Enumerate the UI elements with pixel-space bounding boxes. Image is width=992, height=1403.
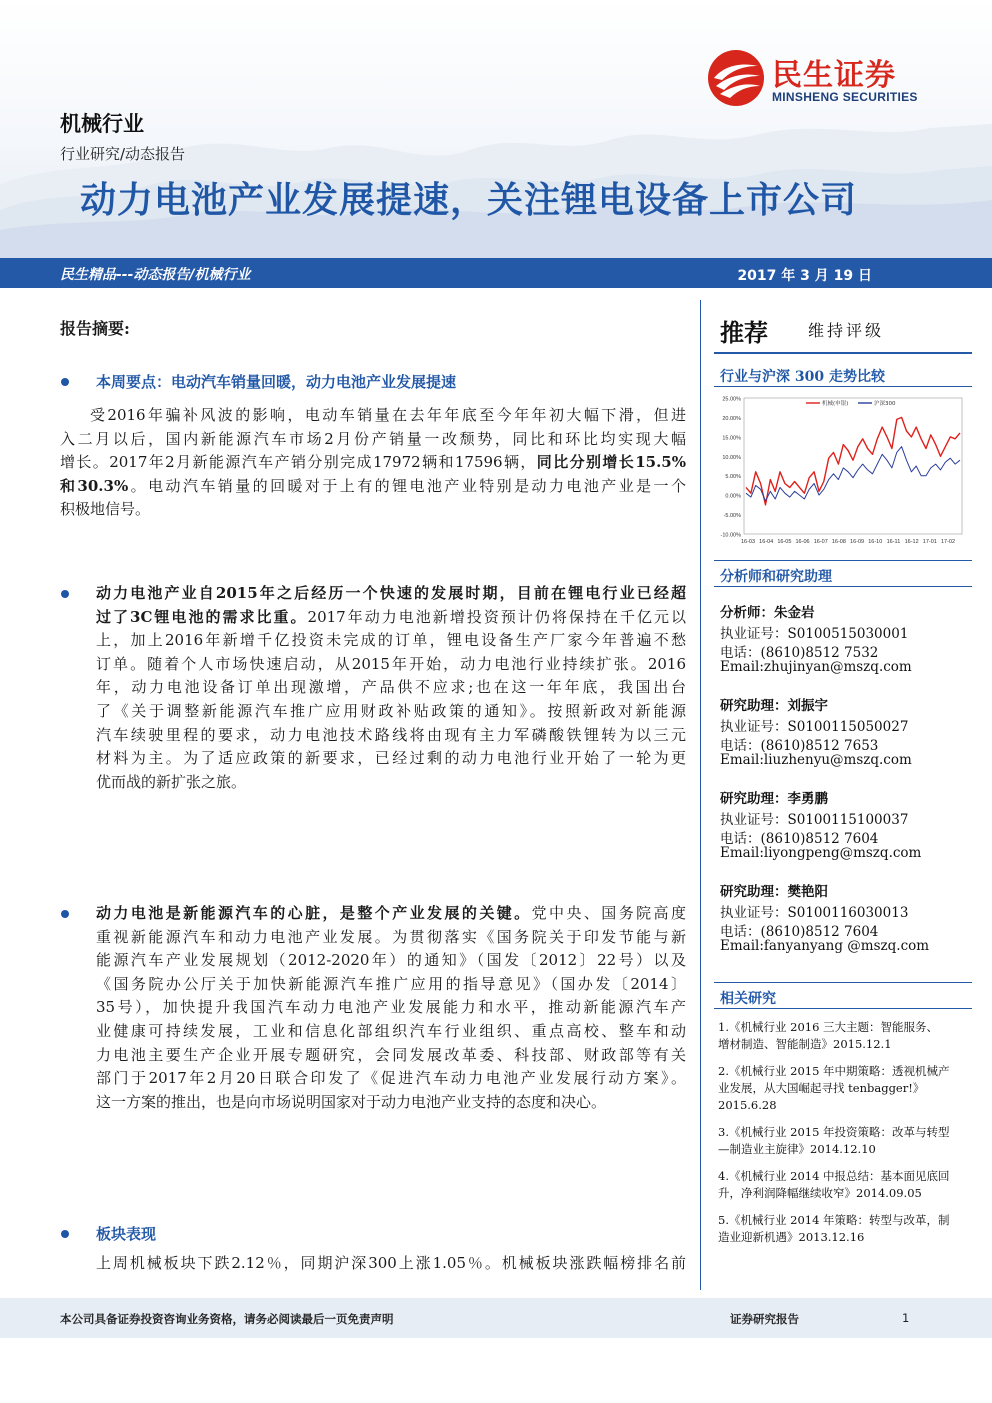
chart-x-tick-label: 16-12: [904, 539, 919, 545]
analyst-name: 研究助理：李勇鹏: [720, 791, 828, 807]
minsheng-logo-mark-icon: [706, 48, 766, 108]
analyst-email[interactable]: Email:liyongpeng@mszq.com: [720, 845, 922, 861]
logo-chinese-name: 民生证券: [772, 58, 896, 93]
chart-x-tick-label: 16-03: [740, 539, 756, 545]
chart-x-tick-label: 16-06: [795, 539, 810, 545]
paragraph-line: [60, 902, 686, 926]
analyst-phone: 电话：(8610)8512 7532: [720, 645, 879, 661]
text-run: 增长。2017年2月新能源汽车产销分别完成17972辆和17596辆，: [60, 453, 537, 472]
chart-x-tick-label: 16-04: [759, 539, 774, 545]
header-banner: [0, 0, 992, 258]
paragraph-line: 部门于2017年2月20日联合印发了《促进汽车动力电池产业发展行动方案》。: [96, 1069, 686, 1088]
related-report-item[interactable]: [718, 1063, 974, 1114]
analyst-phone: 电话：(8610)8512 7604: [720, 831, 879, 847]
chart-x-tick-label: 16-10: [868, 539, 883, 545]
chart-legend-label: 沪深300: [874, 401, 896, 407]
related-report-line: 1.《机械行业 2016 三大主题：智能服务、: [718, 1020, 939, 1034]
paragraph-line: [60, 606, 686, 630]
industry-label: 机械行业: [60, 112, 144, 136]
text-run: 2017年动力电池新增投资预计仍将保持在千亿元以: [307, 607, 686, 626]
paragraph-weekly-points: [60, 404, 686, 522]
paragraph-line: 上，加上2016年新增千亿投资未完成的订单，锂电设备生产厂家今年普遍不愁: [96, 631, 686, 650]
analyst-name: 研究助理：刘振宇: [720, 698, 828, 714]
paragraph-line: [60, 451, 686, 475]
related-report-line: —制造业主旋律》2014.12.10: [718, 1142, 876, 1156]
text-run: 。电动汽车销量的回暖对于上有的锂电池产业特别是动力电池产业是一个: [128, 476, 686, 495]
chart-x-tick-label: 17-02: [940, 539, 956, 545]
related-report-item[interactable]: [718, 1124, 974, 1158]
paragraph-battery-core: [60, 902, 686, 1114]
paragraph-line: 力电池主要生产企业开展专题研究，会同发展改革委、科技部、财政部等有关: [96, 1045, 686, 1064]
analyst-email[interactable]: Email:zhujinyan@mszq.com: [720, 659, 912, 675]
text-run: 党中央、国务院高度: [531, 904, 686, 922]
paragraph-line: [60, 475, 686, 499]
analyst-cert: 执业证号：S0100115100037: [720, 812, 909, 828]
chart-y-tick-label: 15.00%: [722, 435, 741, 442]
divider: [714, 586, 972, 587]
divider: [714, 982, 972, 983]
analysts-heading: 分析师和研究助理: [720, 569, 832, 585]
chart-x-tick-label: 16-08: [831, 539, 846, 545]
footer-doc-type: 证券研究报告: [730, 1312, 799, 1326]
analyst-name: 分析师：朱金岩: [720, 605, 815, 621]
paragraph-line: 重视新能源汽车和动力电池产业发展。为贯彻落实《国务院关于印发节能与新: [96, 927, 686, 946]
related-report-line: 造业迎新机遇》2013.12.16: [718, 1230, 865, 1244]
emphasis-text: 过了3C锂电池的需求比重。: [96, 607, 308, 626]
divider: [714, 352, 972, 354]
column-divider: [700, 300, 701, 1290]
chart-x-tick-label: 16-11: [886, 539, 901, 545]
paragraph-line: 业健康可持续发展，工业和信息化部组织汽车行业组织、重点高校、整车和动: [96, 1021, 686, 1040]
paragraph-line: 35号），加快提升我国汽车动力电池产业发展能力和水平，推动新能源汽车产: [96, 998, 686, 1017]
abstract-heading: 报告摘要:: [60, 319, 130, 338]
section-heading-weekly-points: 本周要点：电动汽车销量回暖，动力电池产业发展提速: [96, 373, 457, 391]
report-category: 民生精品---动态报告/机械行业: [60, 267, 251, 283]
analyst-cert: 执业证号：S0100116030013: [720, 905, 909, 921]
chart-x-tick-label: 16-09: [850, 539, 865, 545]
analyst-phone: 电话：(8610)8512 7653: [720, 738, 879, 754]
related-report-line: 4.《机械行业 2014 中报总结：基本面见底回: [718, 1169, 950, 1183]
report-type: 行业研究/动态报告: [60, 145, 186, 163]
emphasis-text: 同比分别增长15.5%: [536, 453, 686, 472]
chart-y-tick-label: 10.00%: [722, 454, 741, 461]
bullet-icon: [61, 378, 69, 386]
footer-disclaimer: 本公司具备证券投资咨询业务资格，请务必阅读最后一页免责声明: [60, 1312, 394, 1326]
chart-y-tick-label: 5.00%: [725, 474, 741, 481]
related-report-item[interactable]: [718, 1212, 974, 1246]
analyst-phone: 电话：(8610)8512 7604: [720, 924, 879, 940]
paragraph-line: 这一方案的推出，也是向市场说明国家对于动力电池产业支持的态度和决心。: [96, 1092, 607, 1111]
paragraph-line: 《国务院办公厅关于加快新能源汽车推广应用的指导意见》（国办发〔2014〕: [96, 974, 686, 993]
trend-comparison-chart: [714, 388, 972, 550]
analyst-email[interactable]: Email:fanyanyang @mszq.com: [720, 938, 930, 954]
chart-x-tick-label: 17-01: [922, 539, 937, 545]
divider: [714, 1008, 972, 1009]
paragraph-line: 优而战的新扩张之旅。: [96, 772, 247, 791]
page-footer: [0, 1298, 992, 1338]
report-date: 2017 年 3 月 19 日: [737, 268, 872, 284]
paragraph-sector-performance: [60, 1252, 686, 1276]
chart-y-tick-label: 20.00%: [722, 415, 741, 422]
recommendation: 推荐: [720, 319, 768, 347]
related-report-line: 增材制造、智能制造》2015.12.1: [718, 1037, 892, 1051]
paragraph-line: 材料为主。为了适应政策的新要求，已经过剩的动力电池行业开始了一轮为更: [96, 749, 686, 768]
related-report-line: 3.《机械行业 2015 年投资策略：改革与转型: [718, 1125, 950, 1139]
divider: [714, 386, 972, 387]
chart-x-tick-label: 16-05: [777, 539, 792, 545]
emphasis-text: 和30.3%: [60, 476, 129, 495]
related-report-line: 2.《机械行业 2015 年中期策略：透视机械产: [718, 1064, 950, 1078]
chart-x-tick-label: 16-07: [813, 539, 828, 545]
analyst-cert: 执业证号：S0100115050027: [720, 719, 909, 735]
paragraph-line: 年，动力电池设备订单出现激增，产品供不应求;也在这一年年底，我国出台: [96, 678, 686, 697]
bullet-icon: [61, 1230, 69, 1238]
emphasis-text: 动力电池是新能源汽车的心脏，是整个产业发展的关键。: [96, 904, 532, 922]
chart-heading: 行业与沪深 300 走势比较: [720, 369, 885, 385]
paragraph-line: 动力电池产业自2015年之后经历一个快速的发展时期，目前在锂电行业已经超: [96, 584, 686, 602]
paragraph-line: 上周机械板块下跌2.12％，同期沪深300上涨1.05％。机械板块涨跌幅榜排名前: [96, 1254, 686, 1272]
logo-english-name: MINSHENG SECURITIES: [772, 90, 918, 104]
analyst-email[interactable]: Email:liuzhenyu@mszq.com: [720, 752, 912, 768]
paragraph-line: 入二月以后，国内新能源汽车市场2月份产销量一改颓势，同比和环比均实现大幅: [60, 429, 686, 448]
chart-y-tick-label: 25.00%: [722, 396, 741, 403]
page-number: 1: [902, 1311, 910, 1325]
minsheng-logo: [706, 48, 936, 110]
related-report-item[interactable]: [718, 1019, 974, 1053]
chart-y-tick-label: 0.00%: [725, 493, 741, 500]
chart-y-tick-label: -5.00%: [723, 513, 741, 520]
analyst-cert: 执业证号：S0100515030001: [720, 626, 909, 642]
chart-legend-label: 机械(申银): [822, 401, 849, 407]
related-report-item[interactable]: [718, 1168, 974, 1202]
rating: 维持评级: [808, 321, 885, 340]
related-report-line: 2015.6.28: [718, 1098, 777, 1112]
chart-y-tick-label: -10.00%: [720, 532, 741, 539]
paragraph-line: 受2016年骗补风波的影响，电动车销量在去年年底至今年年初大幅下滑，但进: [90, 406, 686, 424]
paragraph-line: 积极地信号。: [60, 500, 151, 519]
related-report-line: 业发展，从大国崛起寻找 tenbagger!》: [718, 1081, 925, 1095]
related-research-heading: 相关研究: [720, 991, 776, 1007]
paragraph-line: 订单。随着个人市场快速启动，从2015年开始，动力电池行业持续扩张。2016: [96, 654, 686, 673]
paragraph-line: 了《关于调整新能源汽车推广应用财政补贴政策的通知》。按照新政对新能源: [96, 701, 686, 720]
section-heading-sector-performance: 板块表现: [96, 1225, 157, 1243]
paragraph-line: 能源汽车产业发展规划（2012-2020年）的通知》（国发〔2012〕22号）以及: [96, 951, 686, 970]
related-report-line: 5.《机械行业 2014 年策略：转型与改革，制: [718, 1213, 950, 1227]
paragraph-power-battery-growth: [60, 582, 686, 794]
analyst-name: 研究助理：樊艳阳: [720, 884, 828, 900]
report-category-bar: [0, 258, 992, 288]
report-title: 动力电池产业发展提速，关注锂电设备上市公司: [80, 180, 858, 221]
related-report-line: 升，净利润降幅继续收窄》2014.09.05: [718, 1186, 922, 1200]
paragraph-line: 汽车续驶里程的要求，动力电池技术路线将由现有主力军磷酸铁锂转为以三元: [96, 725, 686, 744]
divider: [714, 560, 972, 561]
